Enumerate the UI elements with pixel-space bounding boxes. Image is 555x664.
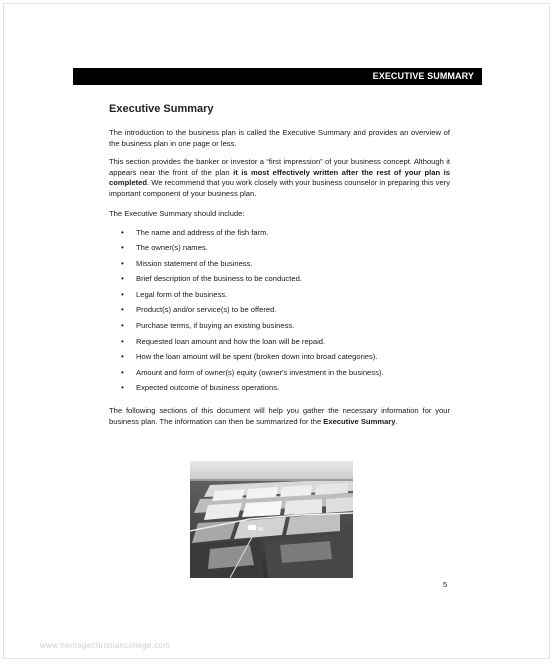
list-item: • Purchase terms, if buying an existing business. bbox=[109, 321, 450, 331]
section-heading: Executive Summary bbox=[109, 103, 214, 115]
page-number: 5 bbox=[443, 580, 448, 589]
para2-text-2: . We recommend that you work closely with your business counselor in preparing this very important component of your business plan. bbox=[109, 178, 450, 198]
first-impression-paragraph bbox=[109, 157, 450, 199]
list-item: • Brief description of the business to be conducted. bbox=[109, 274, 450, 284]
watermark: www.heritagechristiancollege.com bbox=[40, 641, 171, 650]
header-bar bbox=[73, 68, 482, 85]
para2-bold: it is most effectively written after the rest of your plan is completed bbox=[109, 167, 450, 187]
closing-text-1: The following sections of this document will help you gather the necessary information for your business plan. The information can then be summarized for the bbox=[109, 406, 450, 426]
closing-text-2: . bbox=[395, 416, 398, 426]
list-item: • Product(s) and/or service(s) to be offered. bbox=[109, 305, 450, 315]
document-body bbox=[109, 103, 450, 435]
closing-bold: Executive Summary bbox=[323, 416, 396, 426]
list-item: • Amount and form of owner(s) equity (owner's investment in the business). bbox=[109, 368, 450, 378]
para2-text-1: This section provides the banker or investor a “first impression” of your business concept. Although it appears near the front of the plan bbox=[109, 157, 450, 177]
list-item: • Mission statement of the business. bbox=[109, 259, 450, 269]
intro-paragraph: The introduction to the business plan is called the Executive Summary and provides an overview of the business plan in one page or less. bbox=[109, 128, 450, 148]
list-item: • The owner(s) names. bbox=[109, 243, 450, 253]
summary-items-list bbox=[109, 228, 450, 394]
closing-paragraph bbox=[109, 406, 450, 427]
list-item: • How the loan amount will be spent (broken down into broad categories). bbox=[109, 352, 450, 362]
list-item: • Expected outcome of business operations. bbox=[109, 383, 450, 393]
header-title: EXECUTIVE SUMMARY bbox=[372, 71, 474, 81]
list-item: • Legal form of the business. bbox=[109, 290, 450, 300]
list-item: • Requested loan amount and how the loan will be repaid. bbox=[109, 337, 450, 347]
list-intro: The Executive Summary should include: bbox=[109, 209, 245, 218]
list-item: • The name and address of the fish farm. bbox=[109, 228, 450, 238]
aerial-fish-farm-photo bbox=[190, 461, 353, 578]
